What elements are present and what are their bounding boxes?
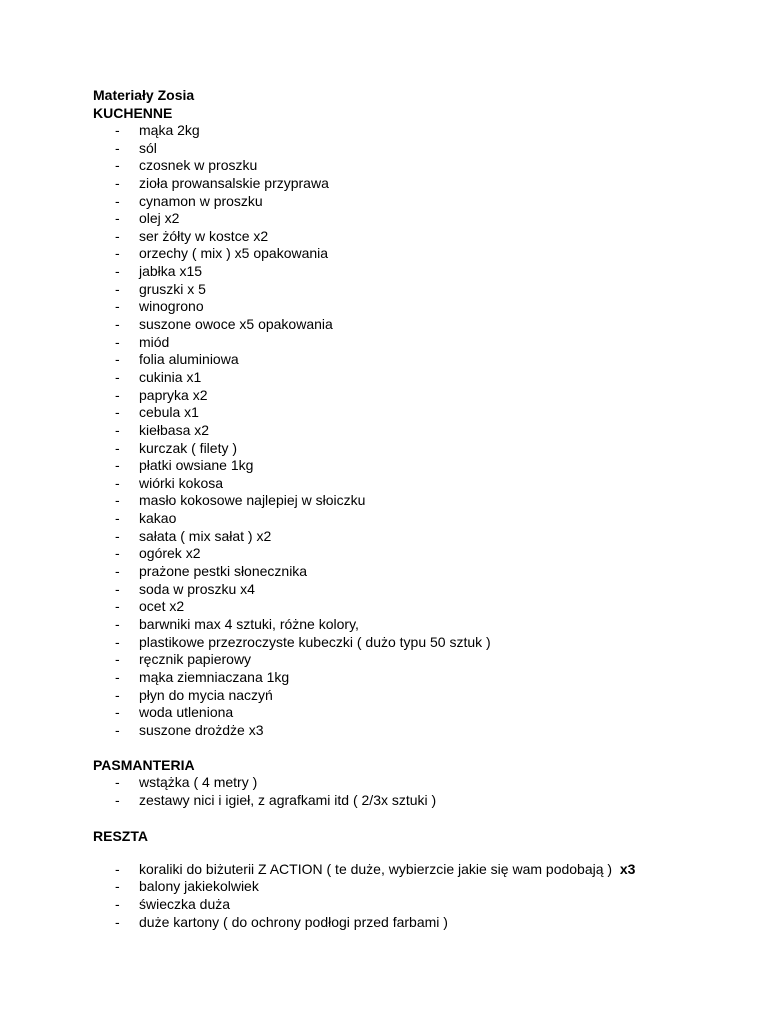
list-item: - cynamon w proszku: [115, 192, 263, 209]
bullet-dash: -: [115, 122, 120, 138]
bullet-dash: -: [115, 457, 120, 474]
bullet-dash: -: [115, 421, 120, 438]
bullet-dash: -: [115, 792, 120, 809]
list-item: - kurczak ( filety ): [115, 439, 238, 456]
bullet-dash: -: [115, 351, 120, 368]
section-heading-reszta: RESZTA: [93, 827, 148, 844]
list-item: - zestawy nici i igieł, z agrafkami itd ( 2/3x sztuki ): [115, 792, 437, 809]
bullet-dash: -: [115, 615, 120, 632]
bullet-dash: -: [115, 527, 120, 544]
bullet-dash: -: [115, 668, 120, 685]
list-item: - jabłka x15: [115, 263, 203, 280]
list-item: - woda utleniona: [115, 704, 234, 721]
section-heading-kuchenne: KUCHENNE: [93, 105, 173, 121]
list-item: - kakao: [115, 510, 177, 527]
list-item: - prażone pestki słonecznika: [115, 563, 308, 580]
list-item: - masło kokosowe najlepiej w słoiczku: [115, 492, 366, 509]
spacer: [93, 739, 733, 756]
list-item: - sałata ( mix sałat ) x2: [115, 527, 272, 544]
bullet-dash: -: [115, 245, 120, 262]
bullet-dash: -: [115, 704, 120, 721]
list-item: - sól: [115, 139, 157, 156]
list-item: - barwniki max 4 sztuki, różne kolory,: [115, 615, 359, 632]
bullet-dash: -: [115, 139, 120, 156]
list-pasmanteria: [93, 774, 733, 809]
list-item: - mąka ziemniaczana 1kg: [115, 668, 290, 685]
list-item: - papryka x2: [115, 386, 208, 403]
bullet-dash: -: [115, 913, 120, 930]
list-item: - świeczka duża: [115, 895, 231, 912]
bullet-dash: -: [115, 563, 120, 580]
bullet-dash: -: [115, 895, 120, 912]
bullet-dash: -: [115, 263, 120, 280]
bullet-dash: -: [115, 860, 120, 877]
bullet-dash: -: [115, 404, 120, 421]
bullet-dash: -: [115, 368, 120, 385]
bullet-dash: -: [115, 774, 120, 791]
list-item: - ogórek x2: [115, 545, 201, 562]
section-heading-pasmanteria: PASMANTERIA: [93, 757, 195, 774]
list-item: - plastikowe przezroczyste kubeczki ( dużo typu 50 sztuk ): [115, 633, 491, 650]
list-item: - balony jakiekolwiek: [115, 878, 259, 895]
document-body: [93, 86, 733, 931]
bullet-dash: -: [115, 439, 120, 456]
list-item: - czosnek w proszku: [115, 157, 258, 174]
bullet-dash: -: [115, 545, 120, 562]
list-item: - cebula x1: [115, 404, 199, 421]
bullet-dash: -: [115, 510, 120, 527]
list-item: - koraliki do biżuterii Z ACTION ( te duże, wybierzcie jakie się wam podobają ) x3: [115, 860, 636, 877]
document-title: Materiały Zosia: [93, 87, 195, 103]
list-item: - suszone drożdże x3: [115, 721, 264, 738]
bullet-dash: -: [115, 492, 120, 509]
list-reszta: [93, 861, 733, 932]
bullet-dash: -: [115, 227, 120, 244]
bullet-dash: -: [115, 721, 120, 738]
list-item: - ser żółty w kostce x2: [115, 227, 269, 244]
list-item: - płyn do mycia naczyń: [115, 686, 273, 703]
bullet-dash: -: [115, 651, 120, 668]
list-item: - folia aluminiowa: [115, 351, 239, 368]
bullet-dash: -: [115, 316, 120, 333]
list-item: - płatki owsiane 1kg: [115, 457, 254, 474]
spacer: [93, 810, 733, 827]
bullet-dash: -: [115, 386, 120, 403]
list-item: - mąka 2kg: [115, 122, 200, 138]
list-item: - zioła prowansalskie przyprawa: [115, 174, 329, 191]
bullet-dash: -: [115, 192, 120, 209]
bullet-dash: -: [115, 298, 120, 315]
bullet-dash: -: [115, 333, 120, 350]
bullet-dash: -: [115, 633, 120, 650]
list-item: - wiórki kokosa: [115, 474, 224, 491]
quantity-bold: x3: [619, 860, 636, 877]
bullet-dash: -: [115, 598, 120, 615]
list-item: - ocet x2: [115, 598, 185, 615]
list-item: - duże kartony ( do ochrony podłogi przed farbami ): [115, 913, 448, 930]
bullet-dash: -: [115, 157, 120, 174]
list-item: - orzechy ( mix ) x5 opakowania: [115, 245, 329, 262]
list-item: - miód: [115, 333, 170, 350]
bullet-dash: -: [115, 210, 120, 227]
list-item: - wstążka ( 4 metry ): [115, 774, 258, 791]
bullet-dash: -: [115, 174, 120, 191]
list-item: - ręcznik papierowy: [115, 651, 252, 668]
spacer: [93, 845, 733, 861]
bullet-dash: -: [115, 878, 120, 895]
list-item: - kiełbasa x2: [115, 421, 210, 438]
bullet-dash: -: [115, 280, 120, 297]
list-item: - gruszki x 5: [115, 280, 206, 297]
list-item: - olej x2: [115, 210, 180, 227]
bullet-dash: -: [115, 686, 120, 703]
list-item: - cukinia x1: [115, 368, 202, 385]
bullet-dash: -: [115, 474, 120, 491]
list-item: - suszone owoce x5 opakowania: [115, 316, 333, 333]
list-item: - winogrono: [115, 298, 204, 315]
list-kuchenne: [93, 122, 733, 739]
bullet-dash: -: [115, 580, 120, 597]
list-item: - soda w proszku x4: [115, 580, 255, 597]
